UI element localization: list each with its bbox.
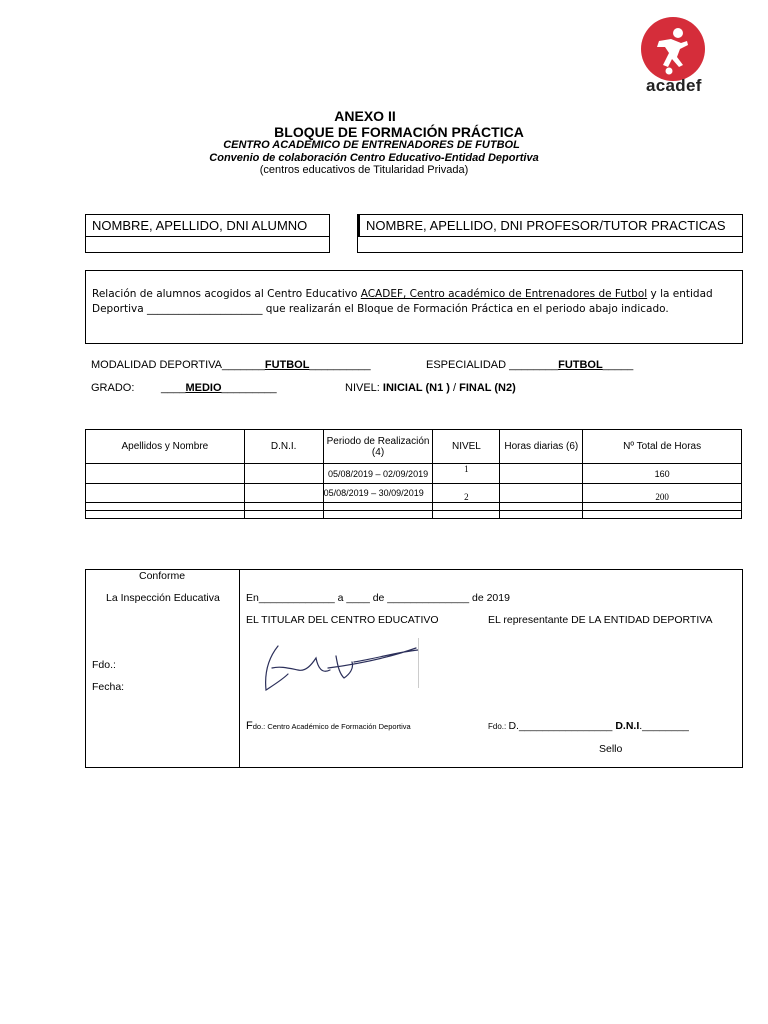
center-name: CENTRO ACADEMICO DE ENTRENADORES DE FUTBOL — [223, 139, 520, 151]
grado-tail: _________ — [221, 382, 277, 394]
grado-label: GRADO: — [91, 382, 135, 394]
table-cell — [583, 503, 742, 511]
header-cell: D.N.I. — [244, 430, 323, 464]
table-cell — [500, 484, 583, 503]
fecha-label: Fecha: — [92, 681, 125, 693]
fdo-centro-line — [246, 720, 411, 732]
ownership-note: (centros educativos de Titularidad Privada) — [259, 164, 469, 176]
fdo-centro-initial: F — [246, 720, 253, 732]
representante-label: EL representante DE LA ENTIDAD DEPORTIVA — [488, 614, 713, 626]
table-cell — [244, 503, 323, 511]
table-cell: 1 — [433, 464, 500, 484]
nivel-value-final: FINAL (N2) — [459, 382, 516, 394]
nivel-separator: / — [449, 382, 460, 394]
inspeccion-label: La Inspección Educativa — [106, 592, 220, 604]
grado-field — [161, 382, 277, 394]
nivel-label: NIVEL: — [345, 382, 383, 394]
table-cell: 200 — [583, 484, 742, 503]
table-cell — [433, 511, 500, 519]
especialidad-label: ESPECIALIDAD ________ — [426, 359, 559, 371]
tutor-box — [357, 214, 743, 253]
table-cell — [323, 503, 433, 511]
table-cell — [244, 511, 323, 519]
table-row — [86, 484, 742, 503]
grado-value: MEDIO — [185, 382, 222, 394]
agreement-subtitle: Convenio de colaboración Centro Educativo-Entidad Deportiva — [209, 152, 539, 164]
relation-center-name: ACADEF, Centro académico de Entrenadores de Futbol — [360, 288, 648, 300]
table-cell: 05/08/2019 – 02/09/2019 — [323, 464, 433, 484]
grado-pre: ____ — [161, 382, 186, 394]
nivel-value-inicial: INICIAL (N1 ) — [382, 382, 450, 394]
table-cell — [86, 484, 245, 503]
conforme-label: Conforme — [139, 570, 186, 582]
especialidad-field — [426, 359, 633, 371]
handwritten-signature — [258, 638, 418, 698]
fdo-d-value: D.________________ — [508, 720, 616, 732]
table-cell: 05/08/2019 – 30/09/2019 — [323, 484, 433, 503]
table-cell — [244, 464, 323, 484]
header-cell: Apellidos y Nombre — [86, 430, 245, 464]
relation-text-2: y la entidad — [647, 288, 713, 300]
fdo-d-line — [488, 720, 689, 732]
table-row — [86, 511, 742, 519]
block-title: BLOQUE DE FORMACIÓN PRÁCTICA — [274, 124, 524, 140]
dni-tail: .________ — [639, 720, 689, 732]
modalidad-value: FUTBOL — [264, 359, 310, 371]
signature-divider — [239, 570, 240, 767]
modalidad-tail: __________ — [309, 359, 371, 371]
fdo-d-label: Fdo.: — [488, 722, 509, 731]
student-box — [85, 214, 330, 253]
tutor-box-label: NOMBRE, APELLIDO, DNI PROFESOR/TUTOR PRACTICAS — [358, 215, 742, 237]
header-cell: Periodo de Realización (4) — [323, 430, 433, 464]
place-date-line: En_____________ a ____ de ______________ de 2019 — [246, 592, 510, 604]
nivel-field — [345, 382, 516, 394]
especialidad-tail: _____ — [602, 359, 634, 371]
table-cell — [86, 503, 245, 511]
header-cell: Nº Total de Horas — [583, 430, 742, 464]
acadef-logo-circle — [641, 17, 705, 81]
table-cell — [583, 511, 742, 519]
table-cell: 2 — [433, 484, 500, 503]
modalidad-field — [91, 359, 371, 371]
table-cell — [500, 464, 583, 484]
header-cell: Horas diarias (6) — [500, 430, 583, 464]
table-row — [86, 503, 742, 511]
relation-text-3: Deportiva ______________________ que realizarán el Bloque de Formación Práctica en el periodo abajo indicado. — [92, 303, 669, 315]
table-cell — [86, 511, 245, 519]
fdo-label: Fdo.: — [92, 659, 116, 671]
relation-paragraph — [85, 270, 743, 344]
table-header-row — [86, 430, 742, 464]
table-cell — [433, 503, 500, 511]
annex-title: ANEXO II — [334, 108, 396, 124]
signature-guide-line — [418, 638, 419, 688]
dni-label: D.N.I — [615, 720, 640, 732]
signature-box — [85, 569, 743, 768]
table-row — [86, 464, 742, 484]
titular-label: EL TITULAR DEL CENTRO EDUCATIVO — [246, 614, 439, 626]
modalidad-label: MODALIDAD DEPORTIVA_______ — [91, 359, 265, 371]
table-cell: 160 — [583, 464, 742, 484]
header-cell: NIVEL — [433, 430, 500, 464]
table-cell — [500, 503, 583, 511]
soccer-player-icon — [641, 17, 705, 81]
table-cell — [500, 511, 583, 519]
sello-label: Sello — [599, 743, 623, 755]
relation-text-1: Relación de alumnos acogidos al Centro Educativo — [92, 288, 361, 300]
especialidad-value: FUTBOL — [558, 359, 603, 371]
table-cell — [244, 484, 323, 503]
table-cell — [323, 511, 433, 519]
students-table — [85, 429, 742, 519]
fdo-centro-text: do.: Centro Académico de Formación Deportiva — [252, 722, 411, 731]
logo-text: acadef — [646, 76, 702, 95]
student-box-label: NOMBRE, APELLIDO, DNI ALUMNO — [86, 215, 329, 237]
table-cell — [86, 464, 245, 484]
